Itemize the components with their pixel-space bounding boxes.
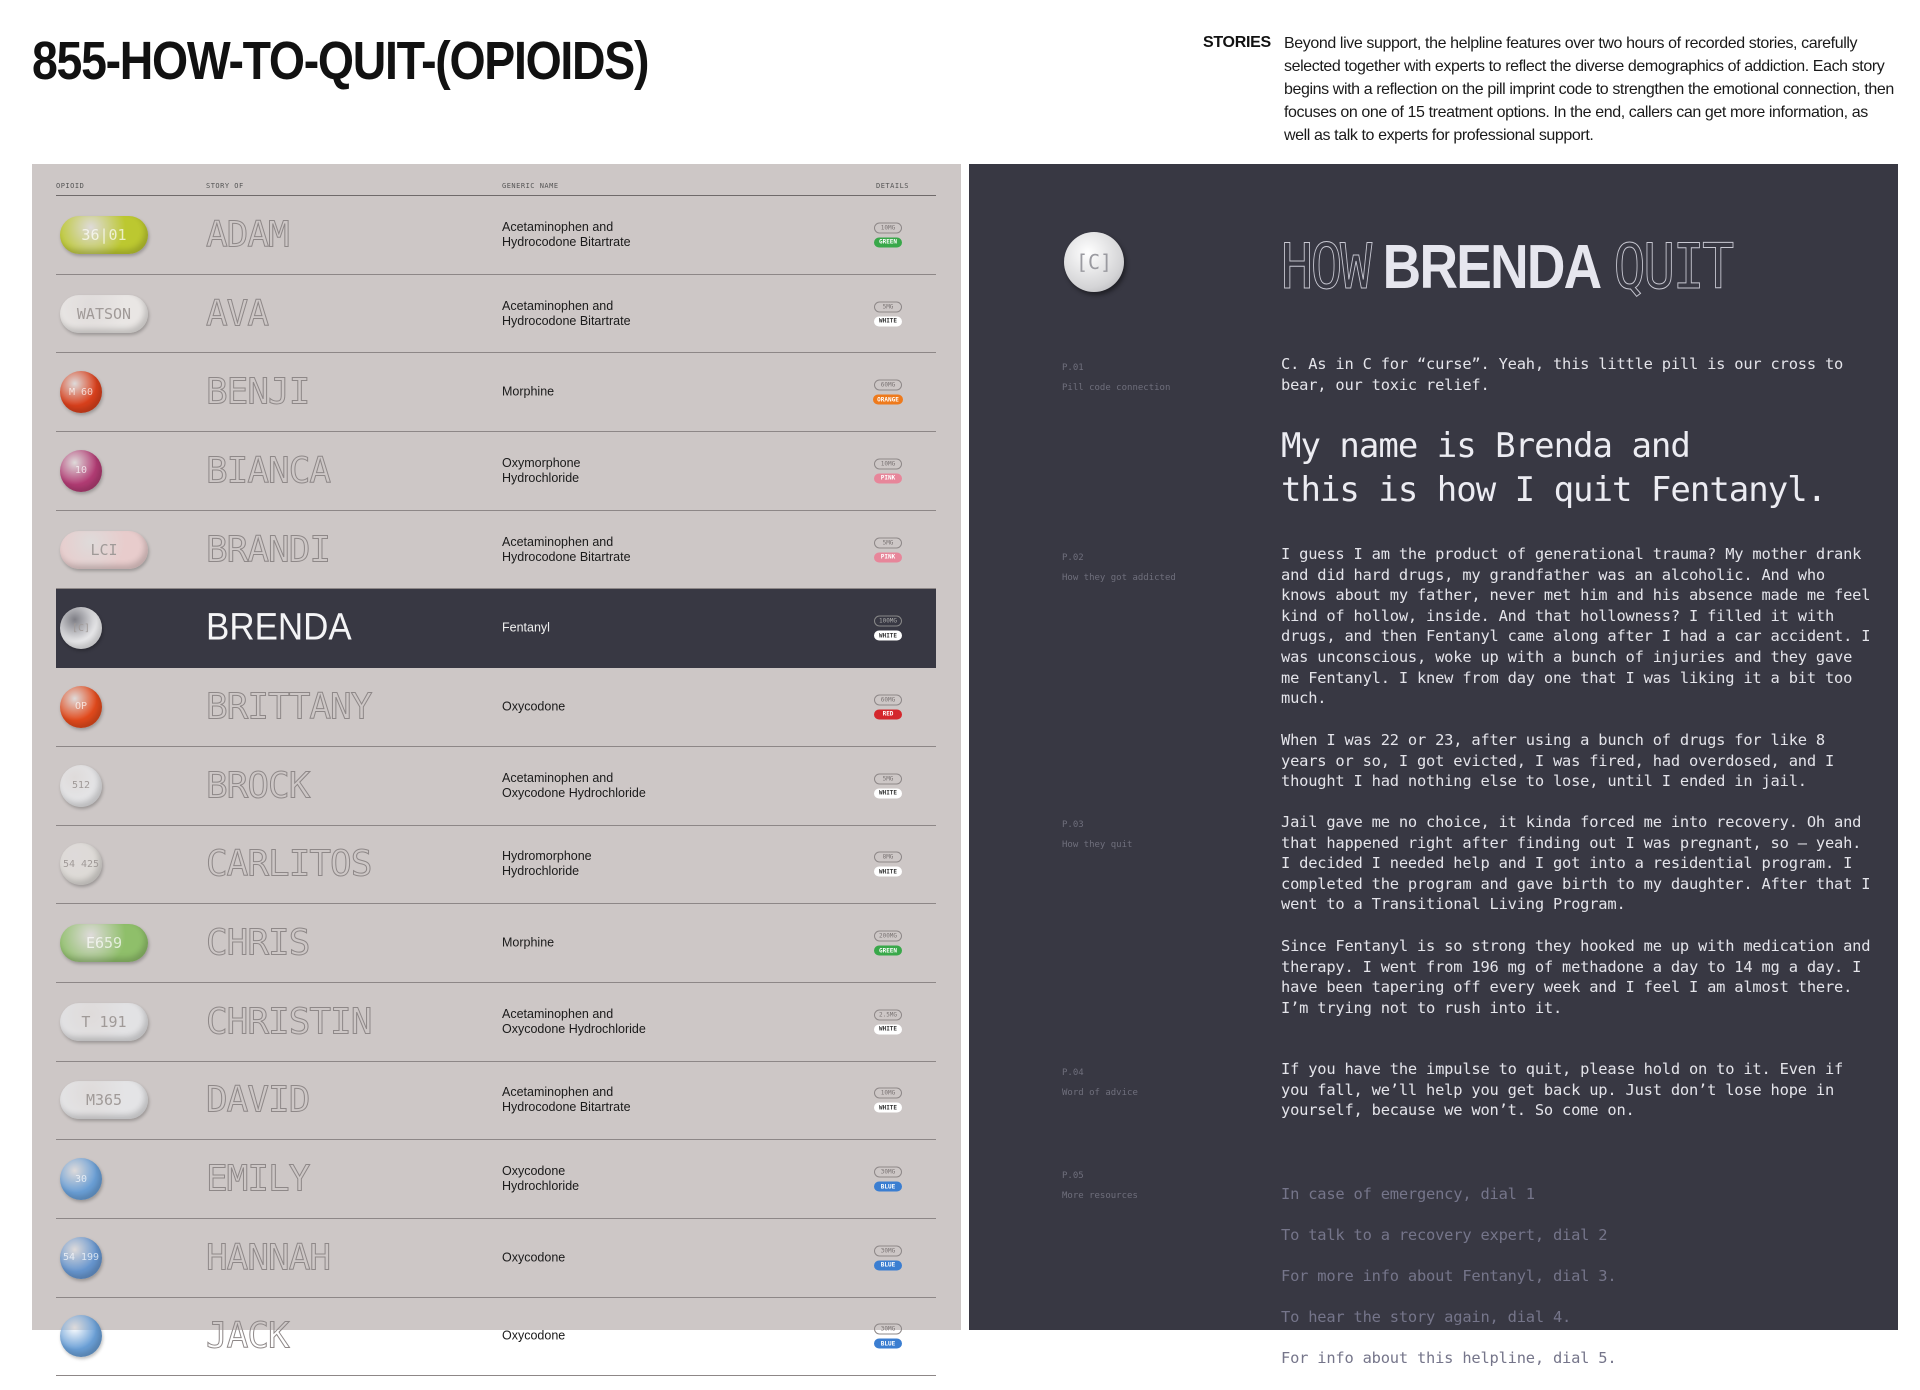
dose-badge: 8MG: [874, 852, 902, 863]
generic-name: Acetaminophen and Hydrocodone Bitartrate: [502, 1085, 631, 1115]
dose-badge: 30MG: [874, 1167, 902, 1178]
resource-item: In case of emergency, dial 1: [1281, 1184, 1535, 1203]
section-number: P.02: [1062, 553, 1084, 563]
dose-badge: 2.5MG: [874, 1009, 902, 1020]
section-number: P.05: [1062, 1171, 1084, 1181]
pill-image: 512: [60, 765, 102, 807]
story-row-ava[interactable]: [56, 275, 936, 354]
details: [871, 694, 905, 719]
pill-image: 54 425: [60, 843, 102, 885]
quit-text-2: Since Fentanyl is so strong they hooked me up with medication and therapy. I went from 196 mg of methadone a day to 14 mg a day. I have been tapering off every week and I feel I am almost there. I’m trying not to rush into it.: [1281, 937, 1871, 1017]
pill-image: [60, 1315, 102, 1357]
story-row-brittany[interactable]: [56, 668, 936, 747]
story-row-brandi[interactable]: [56, 511, 936, 590]
details: [871, 1088, 905, 1113]
details: [871, 616, 905, 641]
story-row-hannah[interactable]: [56, 1219, 936, 1298]
story-name: BRITTANY: [206, 686, 372, 728]
story-name: DAVID: [206, 1079, 310, 1121]
details: [871, 1324, 905, 1349]
resource-item: For more info about Fentanyl, dial 3.: [1281, 1266, 1617, 1285]
story-detail-panel: [969, 164, 1898, 1368]
section-p01: [1062, 358, 1170, 398]
story-row-bianca[interactable]: [56, 432, 936, 511]
details: [871, 1167, 905, 1192]
story-row-jack[interactable]: [56, 1298, 936, 1377]
story-name: CHRISTIN: [206, 1001, 372, 1043]
color-badge: PINK: [874, 552, 902, 562]
stories-description: Beyond live support, the helpline features over two hours of recorded stories, carefully selected together with experts to reflect the diverse demographics of addiction. Each story begins with a reflection on the pill imprint code to strengthen the emotional connection, then focuses on one of 15 treatment options. In the end, callers can get more information, as well as talk to experts for professional support.: [1284, 35, 1894, 144]
title-prefix: HOW: [1281, 230, 1370, 303]
dose-badge: 100MG: [874, 616, 902, 627]
story-row-david[interactable]: [56, 1062, 936, 1141]
details: [871, 1245, 905, 1270]
dose-badge: 5MG: [874, 773, 902, 784]
generic-name: Oxycodone Hydrochloride: [502, 1164, 580, 1194]
section-label: How they got addicted: [1062, 573, 1176, 583]
color-badge: RED: [874, 709, 902, 719]
section-p03: [1062, 815, 1132, 855]
color-badge: WHITE: [874, 631, 902, 641]
dose-badge: 5MG: [874, 301, 902, 312]
details: [871, 537, 905, 562]
header-story: STORY OF: [206, 182, 244, 190]
pill-image: 10: [60, 450, 102, 492]
color-badge: ORANGE: [873, 395, 903, 405]
dose-badge: 30MG: [874, 1324, 902, 1335]
page-title: 855-HOW-TO-QUIT-(OPIOIDS): [32, 31, 649, 91]
story-name: EMILY: [206, 1158, 310, 1200]
story-row-emily[interactable]: [56, 1140, 936, 1219]
story-row-adam[interactable]: [56, 196, 936, 275]
section-p02: [1062, 548, 1176, 588]
list-header: [56, 182, 936, 196]
story-name: BRANDI: [206, 529, 331, 571]
story-headline: My name is Brenda and this is how I quit Fentanyl.: [1281, 426, 1827, 510]
quit-text-1: Jail gave me no choice, it kinda forced me into recovery. Oh and that happened right after finding out I was pregnant, so – yeah. I decided I needed help and I got into a residential program. I completed the program and gave birth to my daughter. After that I went to a Transitional Living Program.: [1281, 813, 1871, 914]
section-number: P.03: [1062, 820, 1084, 830]
story-name: BROCK: [206, 765, 310, 807]
title-suffix: QUIT: [1613, 230, 1732, 303]
story-row-carlitos[interactable]: [56, 826, 936, 905]
story-name: CARLITOS: [206, 843, 372, 885]
details: [871, 931, 905, 956]
header-details: DETAILS: [876, 182, 910, 190]
section-label: More resources: [1062, 1191, 1138, 1201]
story-title: [1281, 230, 1732, 303]
pill-image: 36|01: [60, 216, 148, 254]
generic-name: Morphine: [502, 384, 555, 399]
generic-name: Oxymorphone Hydrochloride: [502, 455, 581, 485]
generic-name: Acetaminophen and Oxycodone Hydrochloride: [502, 1006, 646, 1036]
pill-image: WATSON: [60, 295, 148, 333]
pill-image: OP: [60, 686, 102, 728]
story-row-chris[interactable]: [56, 904, 936, 983]
pill-image: [C]: [1064, 232, 1124, 292]
color-badge: WHITE: [874, 788, 902, 798]
color-badge: GREEN: [874, 237, 902, 247]
color-badge: GREEN: [874, 946, 902, 956]
story-row-christin[interactable]: [56, 983, 936, 1062]
section-number: P.01: [1062, 363, 1084, 373]
generic-name: Acetaminophen and Oxycodone Hydrochloride: [502, 770, 646, 800]
resource-item: To talk to a recovery expert, dial 2: [1281, 1225, 1608, 1244]
stories-label: STORIES: [1203, 34, 1271, 51]
story-name: HANNAH: [206, 1237, 331, 1279]
addiction-text-1: I guess I am the product of generational trauma? My mother drank and did hard drugs, my grandfather was an alcoholic. And who knows about my father, never met him and his absence made me feel kind of hollow, inside. And that hollowness? I filled it with drugs, and then Fentanyl came along after I had a car accident. I was unconscious, woke up with a bunch of injuries and they gave me Fentanyl. I knew from day one that I was liking it a bit too much.: [1281, 545, 1871, 708]
section-p05: [1062, 1166, 1138, 1206]
details: [871, 301, 905, 326]
story-row-brock[interactable]: [56, 747, 936, 826]
generic-name: Acetaminophen and Hydrocodone Bitartrate: [502, 298, 631, 328]
color-badge: BLUE: [874, 1339, 902, 1349]
generic-name: Fentanyl: [502, 620, 550, 635]
section-number: P.04: [1062, 1068, 1084, 1078]
pill-image: M 60: [60, 371, 102, 413]
header-generic: GENERIC NAME: [502, 182, 559, 190]
story-row-brenda[interactable]: [56, 589, 936, 668]
generic-name: Oxycodone: [502, 1328, 566, 1343]
dose-badge: 60MG: [874, 380, 902, 391]
generic-name: Hydromorphone Hydrochloride: [502, 849, 592, 879]
story-name: ADAM: [206, 214, 289, 256]
details: [871, 852, 905, 877]
dose-badge: 10MG: [874, 1088, 902, 1099]
generic-name: Oxycodone: [502, 1250, 566, 1265]
details: [871, 380, 905, 405]
resource-item: For info about this helpline, dial 5.: [1281, 1349, 1617, 1368]
section-label: Pill code connection: [1062, 383, 1171, 393]
header-opioid: OPIOID: [56, 182, 85, 190]
section-label: How they quit: [1062, 840, 1133, 850]
section-p04: [1062, 1063, 1138, 1103]
generic-name: Morphine: [502, 935, 555, 950]
details: [871, 222, 905, 247]
advice-text: If you have the impulse to quit, please hold on to it. Even if you fall, we’ll help you get back up. Just don’t lose hope in yourself, because we won’t. So come on.: [1281, 1060, 1844, 1120]
generic-name: Acetaminophen and Hydrocodone Bitartrate: [502, 534, 631, 564]
pill-image: [C]: [60, 607, 102, 649]
pill-image: T 191: [60, 1003, 148, 1041]
story-name: CHRIS: [206, 922, 310, 964]
title-name: BRENDA: [1382, 233, 1601, 302]
generic-name: Acetaminophen and Hydrocodone Bitartrate: [502, 219, 631, 249]
story-name: BRENDA: [206, 606, 352, 649]
dose-badge: 60MG: [874, 694, 902, 705]
story-name: BIANCA: [206, 450, 331, 492]
dose-badge: 10MG: [874, 222, 902, 233]
pill-image: LCI: [60, 531, 148, 569]
section-label: Word of advice: [1062, 1088, 1138, 1098]
generic-name: Oxycodone: [502, 699, 566, 714]
color-badge: WHITE: [874, 316, 902, 326]
dose-badge: 30MG: [874, 1245, 902, 1256]
pill-image: 54 199: [60, 1237, 102, 1279]
story-list: [56, 196, 936, 1376]
intro-text: C. As in C for “curse”. Yeah, this little pill is our cross to bear, our toxic relief.: [1281, 355, 1844, 394]
story-name: AVA: [206, 293, 269, 335]
resources-list: [1281, 1163, 1871, 1390]
story-row-benji[interactable]: [56, 353, 936, 432]
pill-image: 30: [60, 1158, 102, 1200]
details: [871, 1009, 905, 1034]
color-badge: WHITE: [874, 867, 902, 877]
story-list-panel: [32, 164, 961, 1357]
dose-badge: 200MG: [874, 931, 902, 942]
resource-item: To hear the story again, dial 4.: [1281, 1308, 1572, 1327]
color-badge: WHITE: [874, 1103, 902, 1113]
color-badge: BLUE: [874, 1182, 902, 1192]
details: [871, 458, 905, 483]
dose-badge: 10MG: [874, 458, 902, 469]
details: [871, 773, 905, 798]
dose-badge: 5MG: [874, 537, 902, 548]
color-badge: WHITE: [874, 1024, 902, 1034]
addiction-text-2: When I was 22 or 23, after using a bunch of drugs for like 8 years or so, I got evicted, I was fired, had overdosed, and I thought I had nothing else to lose, until I ended in jail.: [1281, 731, 1835, 791]
color-badge: PINK: [874, 473, 902, 483]
story-name: JACK: [206, 1315, 289, 1357]
pill-image: M365: [60, 1081, 148, 1119]
color-badge: BLUE: [874, 1260, 902, 1270]
pill-image: E659: [60, 924, 148, 962]
story-name: BENJI: [206, 371, 310, 413]
